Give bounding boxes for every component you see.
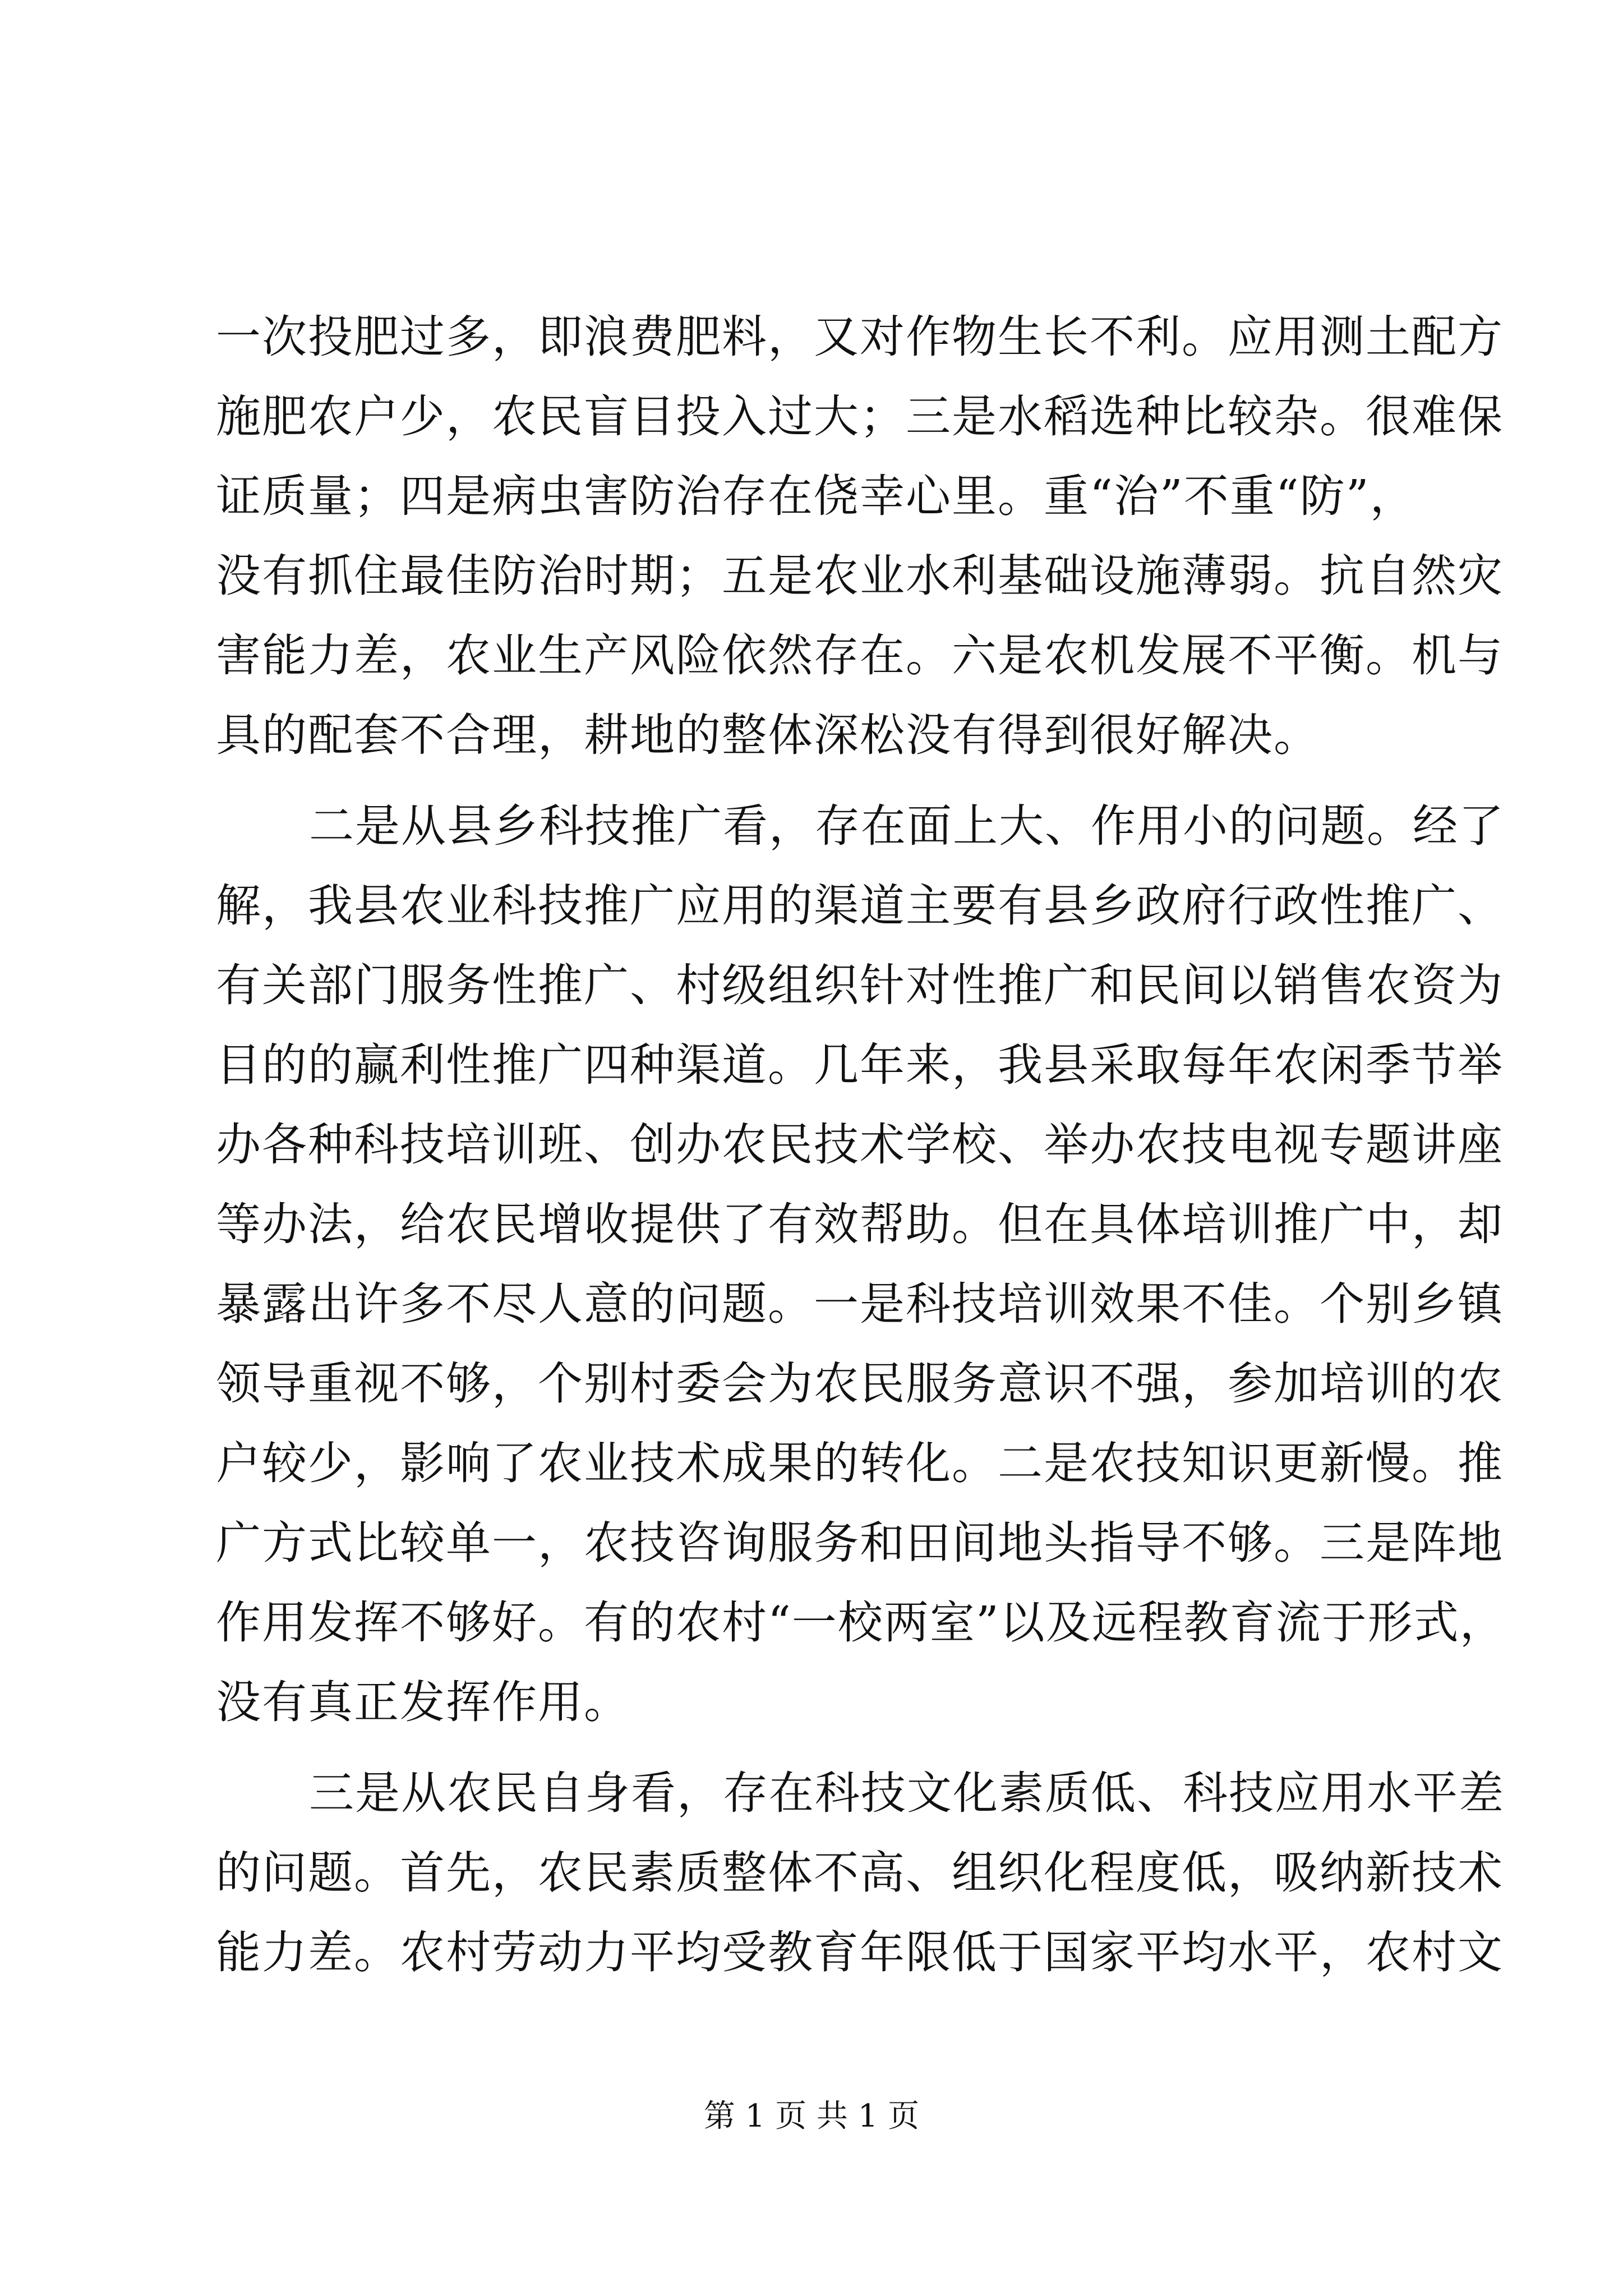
text-line: 户较少，影响了农业技术成果的转化。二是农技知识更新慢。推 <box>216 1437 1504 1489</box>
text-line: 能力差。农村劳动力平均受教育年限低于国家平均水平，农村文 <box>216 1926 1504 1978</box>
text-line: 证质量；四是病虫害防治存在侥幸心里。重“治”不重“防”， <box>216 470 1416 522</box>
text-line: 领导重视不够，个别村委会为农民服务意识不强，参加培训的农 <box>216 1358 1504 1410</box>
text-line: 有关部门服务性推广、村级组织针对性推广和民间以销售农资为 <box>216 959 1504 1011</box>
text-line: 目的的赢利性推广四种渠道。几年来，我县采取每年农闲季节举 <box>216 1039 1504 1091</box>
text-line: 广方式比较单一，农技咨询服务和田间地头指导不够。三是阵地 <box>216 1517 1504 1569</box>
text-line: 害能力差，农业生产风险依然存在。六是农机发展不平衡。机与 <box>216 629 1504 682</box>
page-number-footer: 第 1 页 共 1 页 <box>703 2098 920 2134</box>
paragraph-2 <box>216 786 1506 1742</box>
text-line: 具的配套不合理，耕地的整体深松没有得到很好解决。 <box>216 709 1320 761</box>
body-text <box>216 297 1506 1993</box>
text-line: 施肥农户少，农民盲目投入过大；三是水稻选种比较杂。很难保 <box>216 390 1504 443</box>
text-line: 等办法，给农民增收提供了有效帮助。但在具体培训推广中，却 <box>216 1198 1504 1250</box>
paragraph-1 <box>216 297 1504 775</box>
paragraph-3 <box>216 1754 1505 1993</box>
text-line: 一次投肥过多，即浪费肥料，又对作物生长不利。应用测土配方 <box>216 311 1504 363</box>
text-line: 办各种科技培训班、创办农民技术学校、举办农技电视专题讲座 <box>216 1119 1504 1171</box>
text-line: 没有真正发挥作用。 <box>216 1676 630 1728</box>
text-line: 没有抓住最佳防治时期；五是农业水利基础设施薄弱。抗自然灾 <box>216 550 1504 602</box>
text-line: 三是从农民自身看，存在科技文化素质低、科技应用水平差 <box>309 1767 1505 1819</box>
text-line: 的问题。首先，农民素质整体不高、组织化程度低，吸纳新技术 <box>216 1847 1504 1899</box>
text-line: 暴露出许多不尽人意的问题。一是科技培训效果不佳。个别乡镇 <box>216 1278 1504 1330</box>
text-line: 二是从县乡科技推广看，存在面上大、作用小的问题。经了 <box>309 800 1505 852</box>
text-line: 作用发挥不够好。有的农村“一校两室”以及远程教育流于形式， <box>216 1596 1506 1649</box>
text-line: 解，我县农业科技推广应用的渠道主要有县乡政府行政性推广、 <box>216 880 1504 932</box>
